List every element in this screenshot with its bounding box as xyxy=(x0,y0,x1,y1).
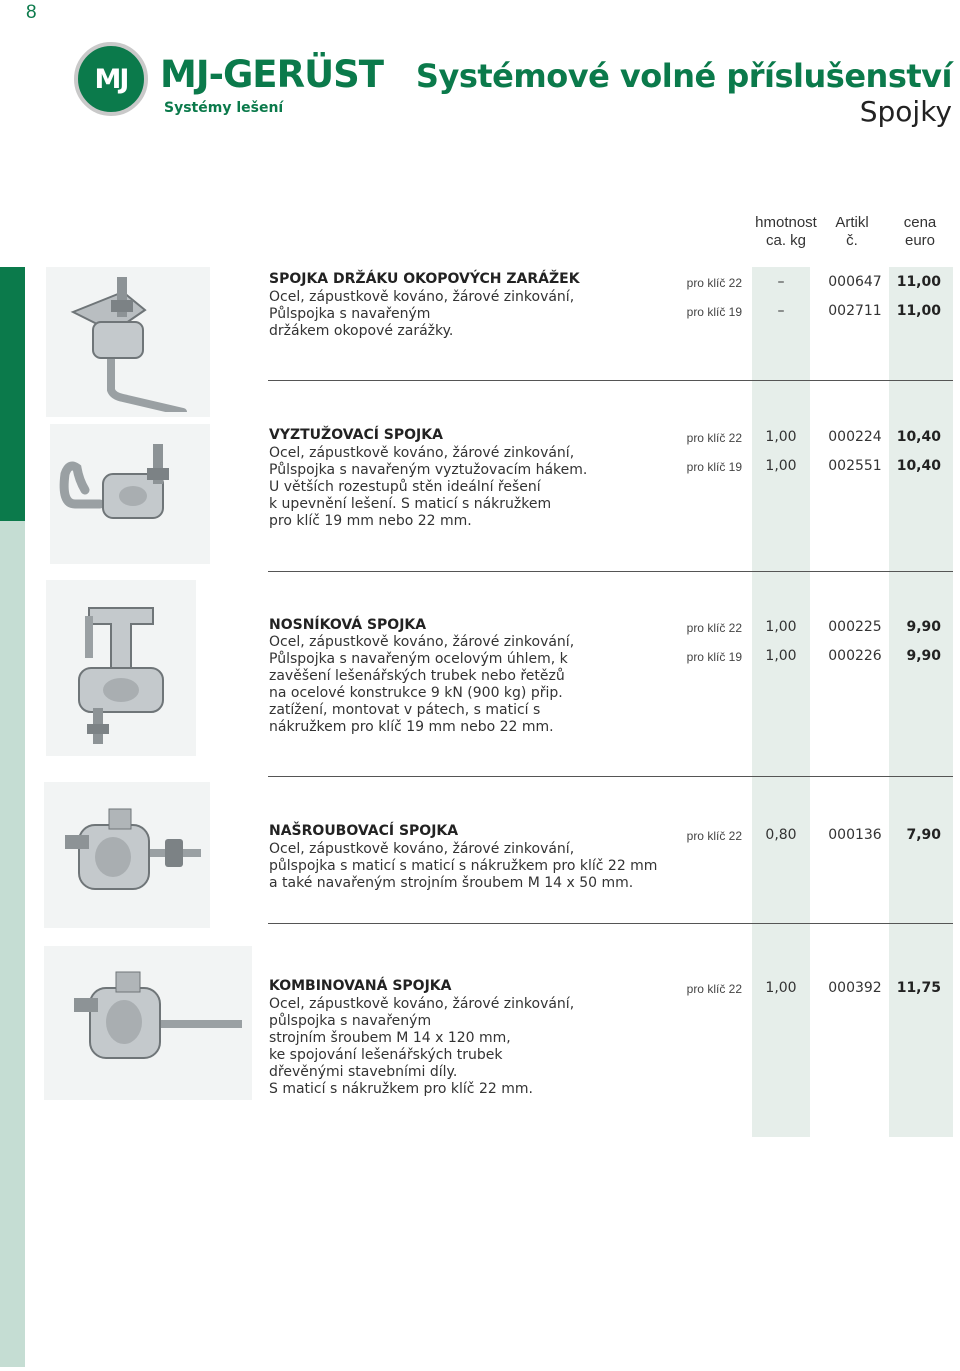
page-number: 8 xyxy=(26,2,37,23)
product-title: VYZTUŽOVACÍ SPOJKA xyxy=(269,427,443,443)
page-subtitle: Spojky xyxy=(859,95,952,128)
product-title: KOMBINOVANÁ SPOJKA xyxy=(269,978,452,994)
bolt-on-clamp-image xyxy=(44,782,210,928)
brand-logo xyxy=(74,42,414,122)
page-title: Systémové volné příslušenství xyxy=(415,57,952,95)
weight-column-shade xyxy=(752,267,810,1137)
toe-board-clamp-image xyxy=(46,267,210,417)
column-header-article: Artikl č. xyxy=(835,214,869,249)
side-bar-light xyxy=(0,521,25,1367)
column-header-weight: hmotnost ca. kg xyxy=(755,214,817,249)
variant-row: pro klíč 22 – 000647 11,00 xyxy=(686,274,941,290)
section-divider xyxy=(268,776,953,777)
section-divider xyxy=(268,923,953,924)
brand-tagline: Systémy lešení xyxy=(164,100,284,116)
side-bar-accent xyxy=(0,267,25,521)
variant-row: pro klíč 19 – 002711 11,00 xyxy=(686,303,941,319)
variant-row: pro klíč 22 1,00 000224 10,40 xyxy=(686,429,941,445)
variant-row: pro klíč 22 1,00 000225 9,90 xyxy=(686,619,941,635)
girder-clamp-image xyxy=(46,580,196,756)
brand-name: MJ-GERÜST xyxy=(160,53,384,96)
product-title: SPOJKA DRŽÁKU OKOPOVÝCH ZARÁŽEK xyxy=(269,271,580,287)
column-header-price: cena euro xyxy=(903,214,937,249)
variant-row: pro klíč 19 1,00 002551 10,40 xyxy=(686,458,941,474)
product-description: Ocel, zápustkově kováno, žárové zinkování, Půlspojka s navařeným ocelovým úhlem, k zavěšení lešenářských trubek nebo řetězů na ocelové konstrukce 9 kN (900 kg) přip. zatížení, montovat v pátech, s maticí s nákružkem pro klíč 19 mm nebo 22 mm. xyxy=(269,634,575,735)
section-divider xyxy=(268,380,953,381)
product-description: Ocel, zápustkově kováno, žárové zinkování, půlspojka s navařeným strojním šroubem M 14 x 120 mm, ke spojování lešenářských trubek dřevěnými stavebními díly. S maticí s nákružkem pro klíč 22 mm. xyxy=(269,996,575,1097)
product-description: Ocel, zápustkově kováno, žárové zinkování, Půlspojka s navařeným vyztužovacím hákem. U větších rozestupů stěn ideální řešení k upevnění lešení. S maticí s nákružkem pro klíč 19 mm nebo 22 mm. xyxy=(269,445,588,529)
product-title: NOSNÍKOVÁ SPOJKA xyxy=(269,617,427,633)
variant-row: pro klíč 19 1,00 000226 9,90 xyxy=(686,648,941,664)
combination-clamp-image xyxy=(44,946,252,1100)
variant-row: pro klíč 22 0,80 000136 7,90 xyxy=(686,827,941,843)
price-column-shade xyxy=(889,267,953,1137)
product-description: Ocel, zápustkově kováno, žárové zinkování, Půlspojka s navařeným držákem okopové zarážky. xyxy=(269,289,575,339)
reinforcement-clamp-image xyxy=(50,424,210,564)
section-divider xyxy=(268,571,953,572)
logo-emblem: MJ xyxy=(74,42,148,116)
product-description: Ocel, zápustkově kováno, žárové zinkování, půlspojka s maticí s maticí s nákružkem pro klíč 22 mm a také navařeným strojním šroubem M 14 x 50 mm. xyxy=(269,841,658,891)
variant-row: pro klíč 22 1,00 000392 11,75 xyxy=(686,980,941,996)
product-title: NAŠROUBOVACÍ SPOJKA xyxy=(269,823,459,839)
